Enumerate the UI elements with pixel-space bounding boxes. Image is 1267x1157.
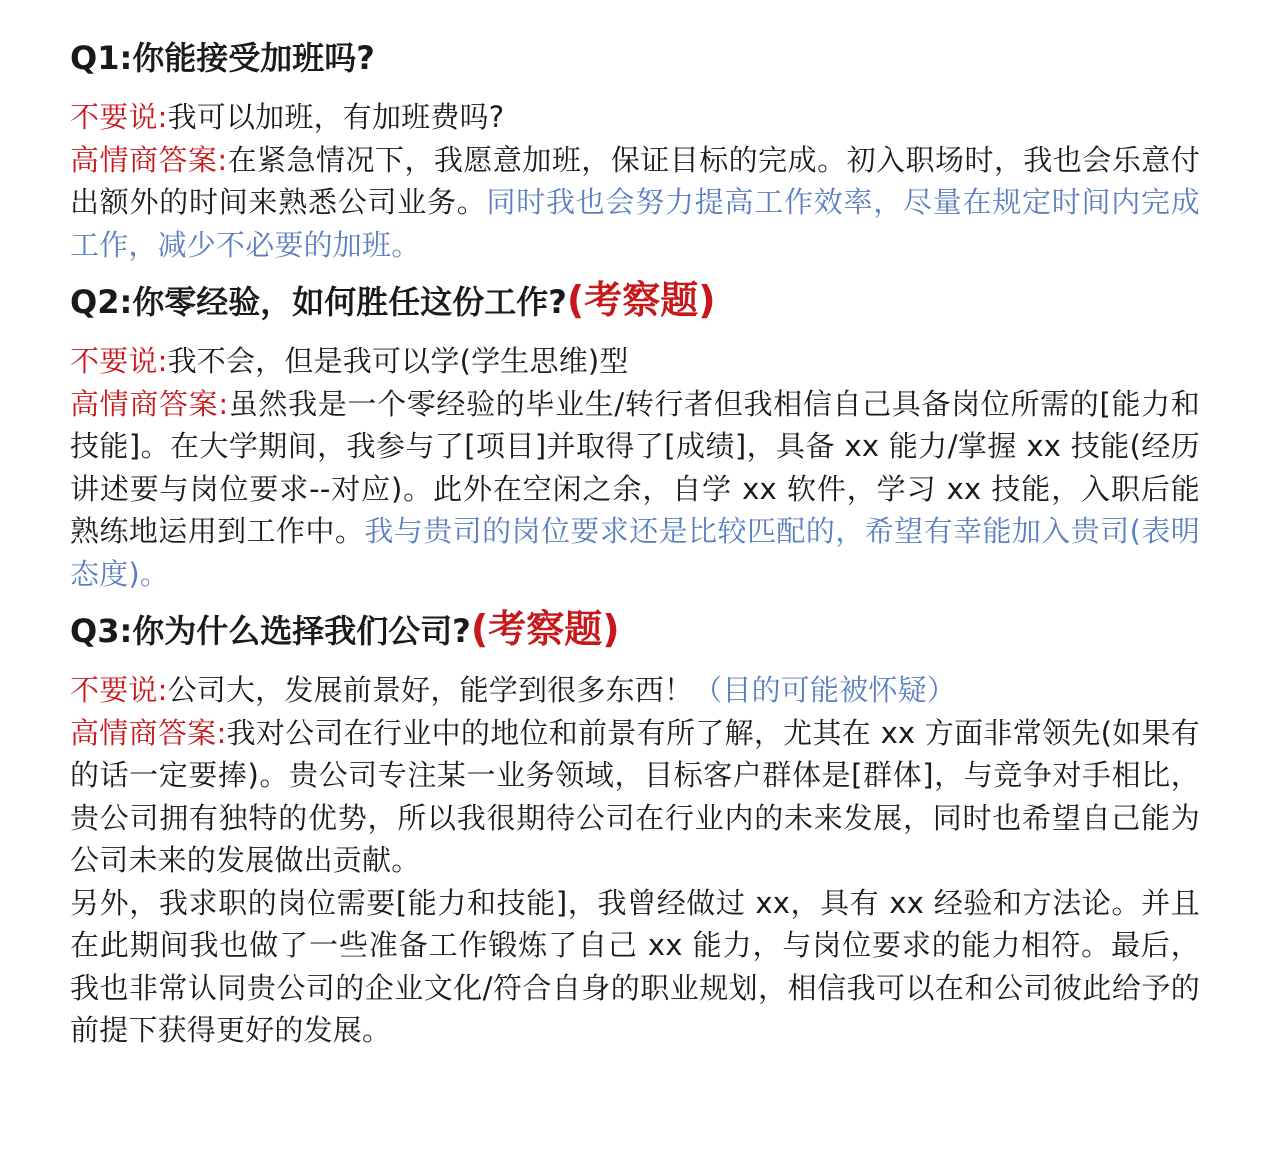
question-3-tag: (考察题) bbox=[470, 607, 620, 651]
q1-answer-highlight: 同时我也会努力提高工作效率，尽量在规定时间内完成工作，减少不必要的加班。 bbox=[70, 185, 1200, 262]
q2-dont-say-label: 不要说: bbox=[70, 344, 168, 378]
q3-dont-say-label: 不要说: bbox=[70, 673, 168, 707]
question-2-body bbox=[70, 340, 1200, 595]
q1-answer bbox=[70, 139, 1200, 267]
q3-dont-say bbox=[70, 669, 1200, 712]
question-1-text: Q1:你能接受加班吗? bbox=[70, 39, 375, 77]
question-3-title bbox=[70, 601, 1200, 659]
q1-dont-say bbox=[70, 96, 1200, 139]
question-3-text: Q3:你为什么选择我们公司? bbox=[70, 612, 471, 650]
q2-dont-say bbox=[70, 340, 1200, 383]
question-2-text: Q2:你零经验，如何胜任这份工作? bbox=[70, 283, 567, 321]
q1-answer-label: 高情商答案: bbox=[70, 142, 228, 177]
q2-answer bbox=[70, 383, 1200, 596]
question-3-body bbox=[70, 669, 1200, 1052]
q3-dont-say-note: （目的可能被怀疑） bbox=[693, 673, 956, 707]
q1-dont-say-label: 不要说: bbox=[70, 100, 168, 134]
question-1-title bbox=[70, 30, 1200, 86]
q3-answer-text: 我对公司在行业中的地位和前景有所了解，尤其在 xx 方面非常领先(如果有的话一定要捧)。贵公司专注某一业务领域，目标客户群体是[群体]，与竞争对手相比，贵公司拥有独特的优势，所以我很期待公司在行业内的未来发展，同时也希望自己能为公司未来的发展做出贡献。 bbox=[70, 715, 1200, 877]
question-1-body bbox=[70, 96, 1200, 266]
q3-answer-label: 高情商答案: bbox=[70, 715, 227, 750]
q3-answer bbox=[70, 712, 1200, 882]
q1-dont-say-text: 我可以加班，有加班费吗? bbox=[167, 100, 505, 134]
q3-answer-more: 另外，我求职的岗位需要[能力和技能]，我曾经做过 xx，具有 xx 经验和方法论。并且在此期间我也做了一些准备工作锻炼了自己 xx 能力，与岗位要求的能力相符。最后，我也非常认同贵公司的企业文化/符合自身的职业规划，相信我可以在和公司彼此给予的前提下获得更好的发展。 bbox=[70, 885, 1200, 1047]
q2-dont-say-text: 我不会，但是我可以学(学生思维)型 bbox=[167, 344, 629, 378]
q2-answer-label: 高情商答案: bbox=[70, 386, 229, 421]
question-2-title bbox=[70, 272, 1200, 330]
q3-dont-say-text: 公司大，发展前景好，能学到很多东西！ bbox=[167, 673, 694, 707]
q1-answer-text: 在紧急情况下，我愿意加班，保证目标的完成。初入职场时，我也会乐意付出额外的时间来熟悉公司业务。 bbox=[70, 142, 1200, 219]
q2-answer-text: 虽然我是一个零经验的毕业生/转行者但我相信自己具备岗位所需的[能力和技能]。在大学期间，我参与了[项目]并取得了[成绩]，具备 xx 能力/掌握 xx 技能(经历讲述要与岗位要求--对应)。此外在空闲之余，自学 xx 软件，学习 xx 技能，入职后能熟练地运用到工作中。 bbox=[70, 386, 1200, 548]
document-body bbox=[70, 30, 1200, 1052]
q2-answer-highlight: 我与贵司的岗位要求还是比较匹配的，希望有幸能加入贵司(表明态度)。 bbox=[70, 514, 1200, 591]
question-2-tag: (考察题) bbox=[566, 278, 716, 322]
